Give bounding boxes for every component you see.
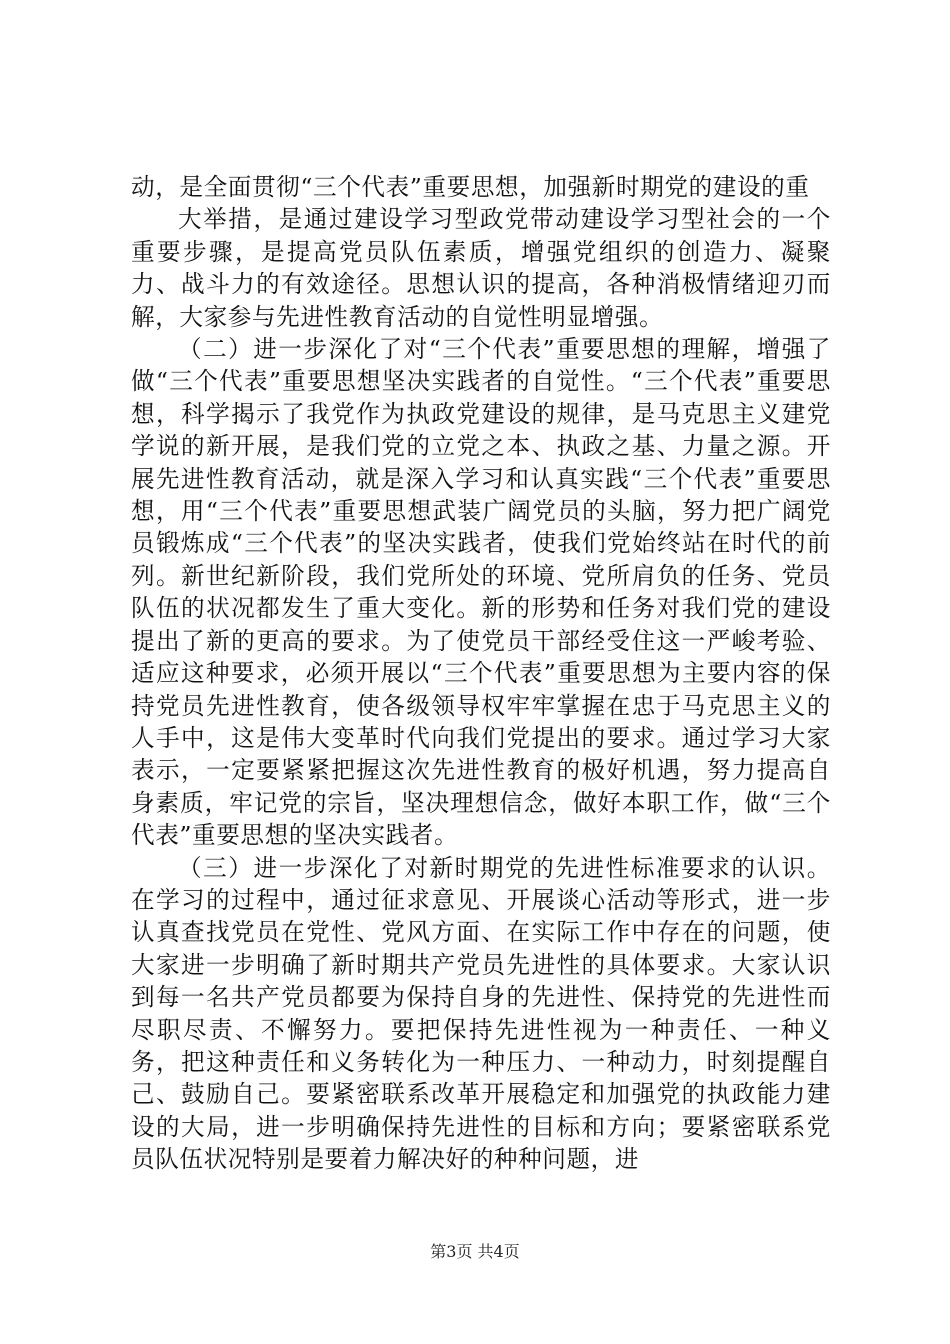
page-number-label: 第3页 共4页: [430, 1242, 520, 1261]
document-body: [131, 171, 831, 1176]
paragraph-3: （二）进一步深化了对“三个代表”重要思想的理解，增强了做“三个代表”重要思想坚决实践者的自觉性。“三个代表”重要思想，科学揭示了我党作为执政党建设的规律，是马克思主义建党学说的新开展，是我们党的立党之本、执政之基、力量之源。开展先进性教育活动，就是深入学习和认真实践“三个代表”重要思想，用“三个代表”重要思想武装广阔党员的头脑，努力把广阔党员锻炼成“三个代表”的坚决实践者，使我们党始终站在时代的前列。新世纪新阶段，我们党所处的环境、党所肩负的任务、党员队伍的状况都发生了重大变化。新的形势和任务对我们党的建设提出了新的更高的要求。为了使党员干部经受住这一严峻考验、适应这种要求，必须开展以“三个代表”重要思想为主要内容的保持党员先进性教育，使各级领导权牢牢掌握在忠于马克思主义的人手中，这是伟大变革时代向我们党提出的要求。通过学习大家表示，一定要紧紧把握这次先进性教育的极好机遇，努力提高自身素质，牢记党的宗旨，坚决理想信念，做好本职工作，做“三个代表”重要思想的坚决实践者。: [131, 335, 831, 850]
paragraph-4: （三）进一步深化了对新时期党的先进性标准要求的认识。在学习的过程中，通过征求意见、开展谈心活动等形式，进一步认真查找党员在党性、党风方面、在实际工作中存在的问题，使大家进一步明确了新时期共产党员先进性的具体要求。大家认识到每一名共产党员都要为保持自身的先进性、保持党的先进性而尽职尽责、不懈努力。要把保持先进性视为一种责任、一种义务，把这种责任和义务转化为一种压力、一种动力，时刻提醒自己、鼓励自己。要紧密联系改革开展稳定和加强党的执政能力建设的大局，进一步明确保持先进性的目标和方向；要紧密联系党员队伍状况特别是要着力解决好的种种问题，进: [131, 853, 831, 1174]
page-footer: [0, 1242, 950, 1262]
paragraph-1: 动，是全面贯彻“三个代表”重要思想，加强新时期党的建设的重: [131, 173, 810, 201]
paragraph-2: 大举措，是通过建设学习型政党带动建设学习型社会的一个重要步骤，是提高党员队伍素质，增强党组织的创造力、凝聚力、战斗力的有效途径。思想认识的提高，各种消极情绪迎刃而解，大家参与先进性教育活动的自觉性明显增强。: [131, 205, 831, 331]
